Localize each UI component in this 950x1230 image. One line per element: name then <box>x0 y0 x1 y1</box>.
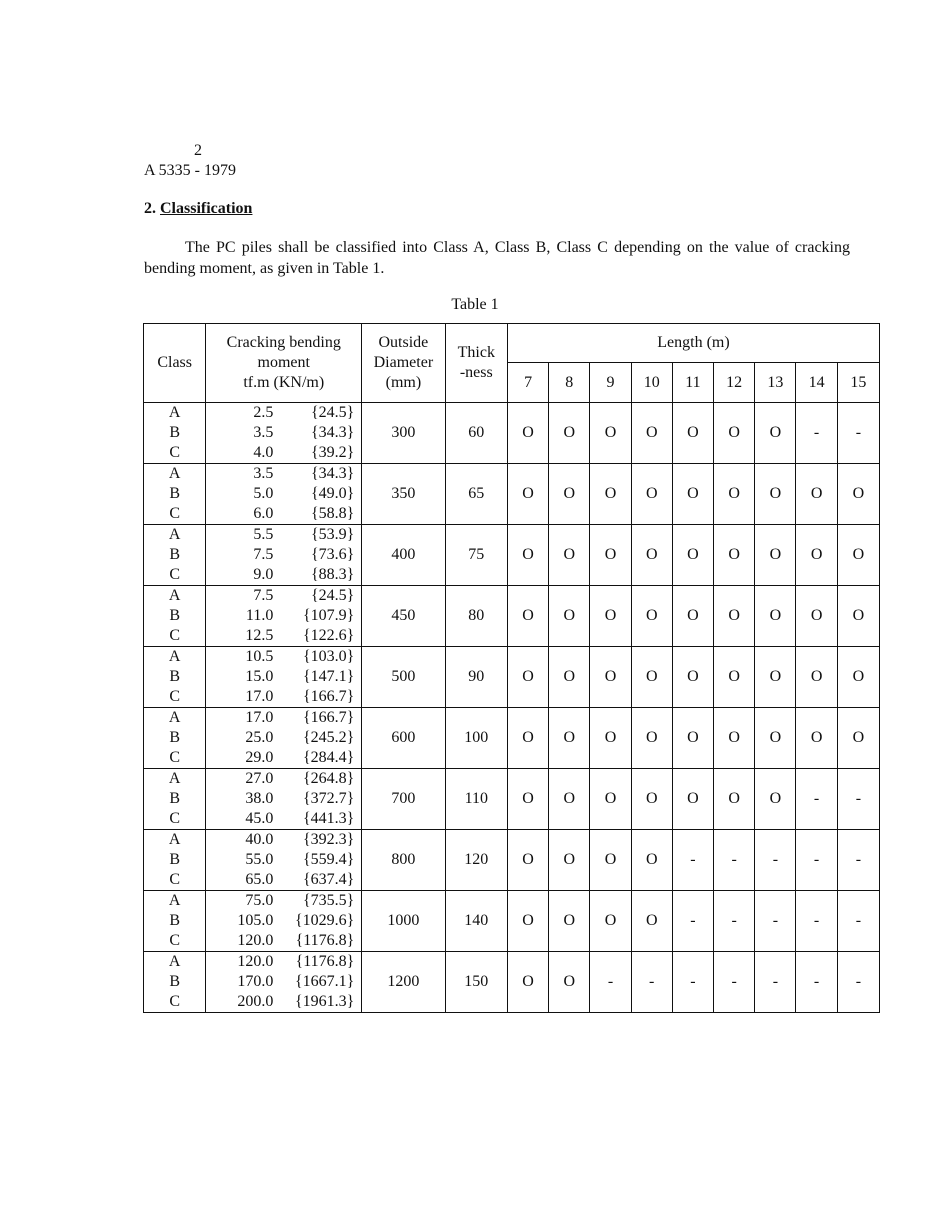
moment-tfm: 7.5 <box>253 546 274 563</box>
class-label: B <box>169 424 180 441</box>
table-caption: Table 1 <box>451 296 499 313</box>
table-row <box>144 891 880 952</box>
moment-tfm: 55.0 <box>245 851 274 868</box>
thickness-cell: 80 <box>445 586 507 647</box>
length-mark: O <box>672 708 713 769</box>
header-thick-line2: -ness <box>459 364 493 381</box>
moment-cell <box>206 708 362 769</box>
length-mark: - <box>755 830 796 891</box>
class-label: C <box>169 993 180 1010</box>
moment-kn: {1176.8} <box>295 932 355 949</box>
thickness-cell: 100 <box>445 708 507 769</box>
header-outside-diameter <box>362 324 445 403</box>
class-cell <box>144 769 206 830</box>
moment-tfm: 15.0 <box>245 668 274 685</box>
length-mark: O <box>549 403 590 464</box>
length-mark: O <box>507 769 548 830</box>
class-cell <box>144 586 206 647</box>
length-mark: O <box>631 464 672 525</box>
thickness-cell: 150 <box>445 952 507 1013</box>
moment-kn: {73.6} <box>310 546 355 563</box>
length-mark: O <box>631 891 672 952</box>
class-stack <box>144 525 205 585</box>
length-mark: - <box>672 830 713 891</box>
length-mark: O <box>796 464 837 525</box>
diameter-cell: 450 <box>362 586 445 647</box>
moment-kn: {103.0} <box>302 648 355 665</box>
standard-id: A 5335 - 1979 <box>144 162 236 179</box>
class-label: A <box>168 770 181 787</box>
moment-kn: {107.9} <box>302 607 355 624</box>
class-stack <box>144 647 205 707</box>
class-label: A <box>168 953 181 970</box>
length-mark: O <box>590 525 631 586</box>
class-cell <box>144 708 206 769</box>
length-mark: O <box>714 525 755 586</box>
moment-kn: {58.8} <box>310 505 355 522</box>
moment-kn: {34.3} <box>310 465 355 482</box>
class-label: C <box>169 932 180 949</box>
header-thick-line1: Thick <box>457 344 495 361</box>
length-mark: - <box>755 952 796 1013</box>
moment-grid <box>206 525 361 585</box>
length-mark: O <box>672 586 713 647</box>
moment-grid <box>206 647 361 707</box>
length-mark: - <box>590 952 631 1013</box>
length-mark: O <box>755 769 796 830</box>
length-mark: O <box>631 830 672 891</box>
length-mark: O <box>837 647 879 708</box>
moment-grid <box>206 769 361 829</box>
length-mark: O <box>631 586 672 647</box>
length-mark: O <box>590 769 631 830</box>
length-mark: O <box>590 464 631 525</box>
diameter-cell: 1200 <box>362 952 445 1013</box>
table-body <box>144 403 880 1013</box>
length-mark: O <box>796 586 837 647</box>
moment-tfm: 27.0 <box>245 770 274 787</box>
classification-table <box>143 323 880 1013</box>
length-mark: O <box>714 586 755 647</box>
moment-kn: {53.9} <box>310 526 355 543</box>
thickness-cell: 75 <box>445 525 507 586</box>
section-number: 2. <box>144 200 156 217</box>
length-mark: O <box>837 586 879 647</box>
class-stack <box>144 708 205 768</box>
length-mark: O <box>714 769 755 830</box>
moment-tfm: 12.5 <box>245 627 274 644</box>
moment-kn: {88.3} <box>310 566 355 583</box>
table-row <box>144 830 880 891</box>
moment-tfm: 11.0 <box>245 607 274 624</box>
length-mark: O <box>714 464 755 525</box>
length-mark: O <box>837 708 879 769</box>
table-row <box>144 403 880 464</box>
length-mark: O <box>590 586 631 647</box>
thickness-cell: 140 <box>445 891 507 952</box>
class-label: C <box>169 566 180 583</box>
length-mark: - <box>755 891 796 952</box>
length-header-8: 8 <box>549 363 590 403</box>
length-mark: O <box>507 952 548 1013</box>
length-mark: O <box>755 464 796 525</box>
moment-tfm: 40.0 <box>245 831 274 848</box>
header-diam-line1: Outside <box>378 334 429 351</box>
moment-kn: {1961.3} <box>294 993 355 1010</box>
length-mark: O <box>755 525 796 586</box>
length-mark: - <box>796 952 837 1013</box>
class-label: A <box>168 709 181 726</box>
moment-kn: {1667.1} <box>294 973 355 990</box>
class-label: B <box>169 668 180 685</box>
length-mark: - <box>796 769 837 830</box>
header-class: Class <box>144 324 206 403</box>
class-cell <box>144 525 206 586</box>
table-row <box>144 525 880 586</box>
moment-kn: {166.7} <box>302 709 355 726</box>
length-mark: O <box>549 891 590 952</box>
length-header-11: 11 <box>672 363 713 403</box>
class-label: B <box>169 973 180 990</box>
length-mark: O <box>507 830 548 891</box>
moment-tfm: 3.5 <box>253 465 274 482</box>
length-mark: O <box>507 403 548 464</box>
length-mark: O <box>714 647 755 708</box>
class-label: C <box>169 688 180 705</box>
class-cell <box>144 647 206 708</box>
header-cracking-moment <box>206 324 362 403</box>
moment-kn: {24.5} <box>310 587 355 604</box>
header-diam-line2: Diameter <box>373 354 434 371</box>
length-mark: - <box>837 830 879 891</box>
moment-kn: {264.8} <box>302 770 355 787</box>
length-mark: - <box>631 952 672 1013</box>
length-mark: - <box>714 952 755 1013</box>
length-mark: O <box>631 647 672 708</box>
class-label: A <box>168 648 181 665</box>
length-mark: - <box>837 403 879 464</box>
moment-kn: {372.7} <box>302 790 355 807</box>
moment-tfm: 17.0 <box>245 688 274 705</box>
header-length: Length (m) <box>507 324 879 363</box>
moment-tfm: 5.0 <box>253 485 274 502</box>
thickness-cell: 65 <box>445 464 507 525</box>
length-mark: O <box>590 830 631 891</box>
length-header-15: 15 <box>837 363 879 403</box>
section-heading <box>144 200 252 218</box>
moment-cell <box>206 403 362 464</box>
moment-kn: {49.0} <box>310 485 355 502</box>
diameter-cell: 1000 <box>362 891 445 952</box>
length-header-13: 13 <box>755 363 796 403</box>
moment-cell <box>206 464 362 525</box>
header-moment-line1: Cracking bending <box>226 334 341 351</box>
moment-tfm: 7.5 <box>253 587 274 604</box>
thickness-cell: 110 <box>445 769 507 830</box>
length-mark: O <box>507 464 548 525</box>
length-mark: - <box>796 403 837 464</box>
length-mark: O <box>590 891 631 952</box>
moment-kn: {24.5} <box>310 404 355 421</box>
class-label: A <box>168 465 181 482</box>
diameter-cell: 350 <box>362 464 445 525</box>
length-mark: O <box>796 708 837 769</box>
class-cell <box>144 891 206 952</box>
length-mark: O <box>507 586 548 647</box>
moment-kn: {1176.8} <box>295 953 355 970</box>
length-mark: O <box>631 525 672 586</box>
moment-tfm: 105.0 <box>237 912 274 929</box>
moment-kn: {441.3} <box>302 810 355 827</box>
length-mark: O <box>590 403 631 464</box>
moment-tfm: 9.0 <box>253 566 274 583</box>
moment-tfm: 120.0 <box>237 932 274 949</box>
intro-paragraph: The PC piles shall be classified into Class A, Class B, Class C depending on the value of cracking bending moment, as given in Table 1. <box>144 239 850 277</box>
length-mark: O <box>507 708 548 769</box>
class-label: B <box>169 912 180 929</box>
length-mark: O <box>549 586 590 647</box>
diameter-cell: 600 <box>362 708 445 769</box>
moment-grid <box>206 403 361 463</box>
table-row <box>144 464 880 525</box>
class-stack <box>144 464 205 524</box>
length-mark: - <box>837 891 879 952</box>
class-label: C <box>169 444 180 461</box>
length-mark: O <box>549 525 590 586</box>
table-row <box>144 769 880 830</box>
length-header-9: 9 <box>590 363 631 403</box>
length-mark: O <box>507 525 548 586</box>
length-mark: O <box>672 403 713 464</box>
length-mark: O <box>590 708 631 769</box>
moment-kn: {284.4} <box>302 749 355 766</box>
moment-tfm: 170.0 <box>237 973 274 990</box>
length-mark: O <box>755 647 796 708</box>
length-mark: O <box>631 769 672 830</box>
moment-tfm: 29.0 <box>245 749 274 766</box>
moment-tfm: 10.5 <box>245 648 274 665</box>
class-label: C <box>169 810 180 827</box>
moment-cell <box>206 586 362 647</box>
moment-tfm: 2.5 <box>253 404 274 421</box>
header-thickness <box>445 324 507 403</box>
length-mark: O <box>837 525 879 586</box>
length-mark: O <box>714 403 755 464</box>
moment-tfm: 120.0 <box>237 953 274 970</box>
moment-cell <box>206 830 362 891</box>
class-label: C <box>169 749 180 766</box>
moment-kn: {166.7} <box>302 688 355 705</box>
length-header-10: 10 <box>631 363 672 403</box>
class-label: A <box>168 526 181 543</box>
moment-kn: {637.4} <box>302 871 355 888</box>
table-row <box>144 586 880 647</box>
moment-kn: {245.2} <box>302 729 355 746</box>
length-mark: - <box>796 830 837 891</box>
moment-cell <box>206 647 362 708</box>
moment-tfm: 4.0 <box>253 444 274 461</box>
length-mark: - <box>796 891 837 952</box>
length-mark: - <box>714 830 755 891</box>
table-row <box>144 952 880 1013</box>
header-moment-line3: tf.m (KN/m) <box>243 374 325 391</box>
section-title: Classification <box>160 200 253 217</box>
length-mark: O <box>549 769 590 830</box>
moment-kn: {392.3} <box>302 831 355 848</box>
class-label: B <box>169 851 180 868</box>
table-row <box>144 708 880 769</box>
length-mark: O <box>837 464 879 525</box>
class-stack <box>144 403 205 463</box>
class-label: A <box>168 892 181 909</box>
class-label: C <box>169 505 180 522</box>
class-label: B <box>169 790 180 807</box>
header-moment-line2: moment <box>257 354 310 371</box>
thickness-cell: 60 <box>445 403 507 464</box>
class-cell <box>144 830 206 891</box>
length-mark: O <box>590 647 631 708</box>
length-mark: - <box>672 891 713 952</box>
moment-grid <box>206 708 361 768</box>
class-label: A <box>168 404 181 421</box>
length-mark: O <box>631 403 672 464</box>
moment-kn: {1029.6} <box>294 912 355 929</box>
moment-cell <box>206 952 362 1013</box>
length-mark: O <box>549 830 590 891</box>
length-mark: O <box>507 647 548 708</box>
length-mark: - <box>714 891 755 952</box>
length-mark: O <box>714 708 755 769</box>
class-label: A <box>168 587 181 604</box>
moment-tfm: 65.0 <box>245 871 274 888</box>
length-mark: O <box>755 708 796 769</box>
class-cell <box>144 952 206 1013</box>
diameter-cell: 800 <box>362 830 445 891</box>
moment-tfm: 38.0 <box>245 790 274 807</box>
length-mark: O <box>672 464 713 525</box>
moment-tfm: 5.5 <box>253 526 274 543</box>
moment-cell <box>206 525 362 586</box>
class-label: C <box>169 871 180 888</box>
class-stack <box>144 769 205 829</box>
class-stack <box>144 586 205 646</box>
class-stack <box>144 891 205 951</box>
moment-tfm: 3.5 <box>253 424 274 441</box>
moment-tfm: 6.0 <box>253 505 274 522</box>
moment-grid <box>206 952 361 1012</box>
moment-grid <box>206 464 361 524</box>
moment-tfm: 200.0 <box>237 993 274 1010</box>
class-cell <box>144 464 206 525</box>
moment-kn: {559.4} <box>302 851 355 868</box>
class-stack <box>144 952 205 1012</box>
moment-tfm: 75.0 <box>245 892 274 909</box>
class-label: C <box>169 627 180 644</box>
moment-kn: {147.1} <box>302 668 355 685</box>
length-mark: O <box>507 891 548 952</box>
moment-grid <box>206 586 361 646</box>
moment-kn: {122.6} <box>302 627 355 644</box>
class-label: B <box>169 607 180 624</box>
moment-grid <box>206 891 361 951</box>
table-row <box>144 647 880 708</box>
moment-cell <box>206 769 362 830</box>
length-mark: O <box>631 708 672 769</box>
class-cell <box>144 403 206 464</box>
diameter-cell: 300 <box>362 403 445 464</box>
length-mark: O <box>755 403 796 464</box>
length-mark: O <box>549 952 590 1013</box>
moment-grid <box>206 830 361 890</box>
length-mark: - <box>672 952 713 1013</box>
length-header-14: 14 <box>796 363 837 403</box>
length-mark: O <box>549 464 590 525</box>
moment-kn: {735.5} <box>302 892 355 909</box>
length-header-7: 7 <box>507 363 548 403</box>
moment-tfm: 25.0 <box>245 729 274 746</box>
moment-cell <box>206 891 362 952</box>
class-label: B <box>169 729 180 746</box>
page-number: 2 <box>194 142 202 159</box>
length-mark: O <box>672 647 713 708</box>
diameter-cell: 500 <box>362 647 445 708</box>
length-mark: - <box>837 769 879 830</box>
header-diam-line3: (mm) <box>385 374 422 391</box>
length-mark: O <box>796 647 837 708</box>
length-mark: O <box>549 647 590 708</box>
class-label: B <box>169 485 180 502</box>
moment-tfm: 45.0 <box>245 810 274 827</box>
class-label: B <box>169 546 180 563</box>
thickness-cell: 120 <box>445 830 507 891</box>
length-mark: O <box>796 525 837 586</box>
length-header-12: 12 <box>714 363 755 403</box>
length-mark: O <box>755 586 796 647</box>
diameter-cell: 400 <box>362 525 445 586</box>
length-mark: O <box>549 708 590 769</box>
thickness-cell: 90 <box>445 647 507 708</box>
moment-kn: {39.2} <box>310 444 355 461</box>
class-label: A <box>168 831 181 848</box>
diameter-cell: 700 <box>362 769 445 830</box>
class-stack <box>144 830 205 890</box>
moment-tfm: 17.0 <box>245 709 274 726</box>
length-mark: O <box>672 769 713 830</box>
length-mark: - <box>837 952 879 1013</box>
moment-kn: {34.3} <box>310 424 355 441</box>
length-mark: O <box>672 525 713 586</box>
